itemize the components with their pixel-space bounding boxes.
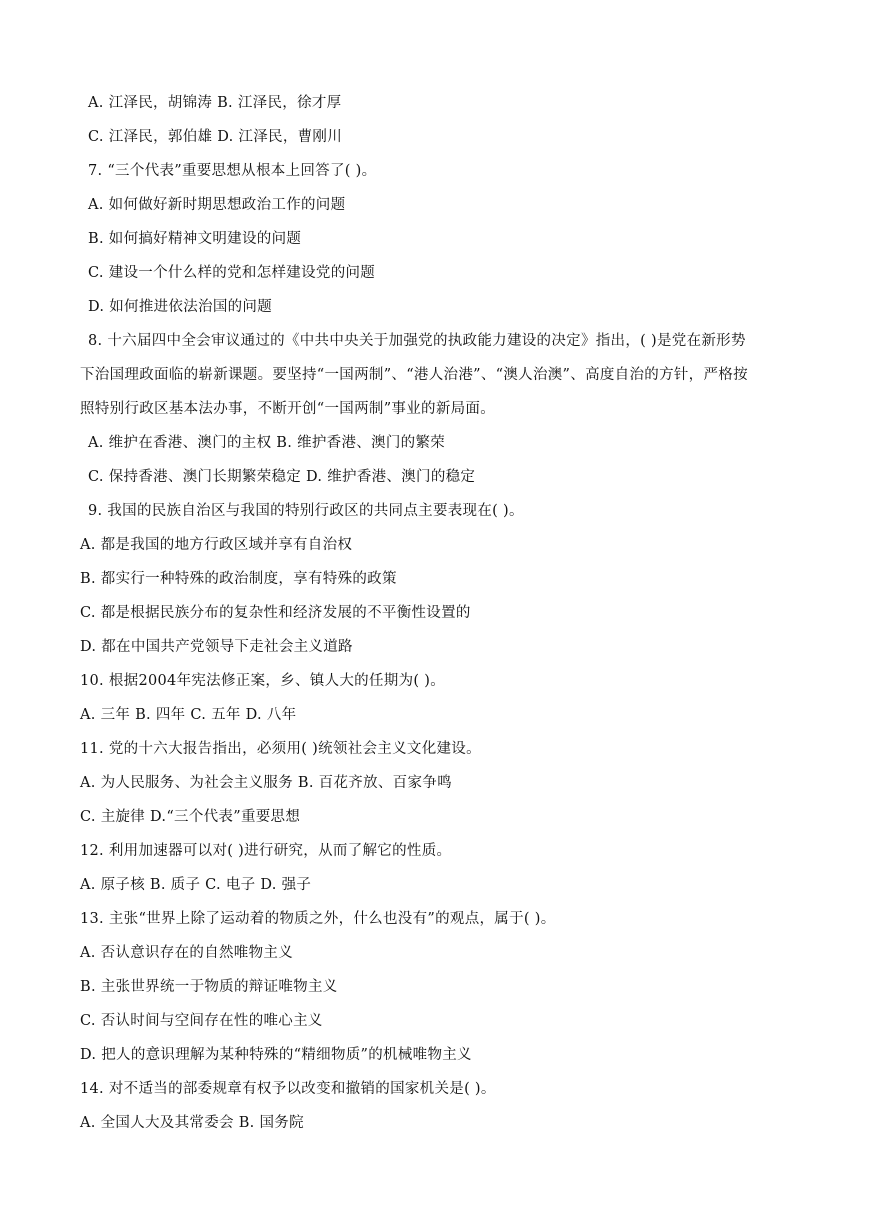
q8-options-ab: A. 维护在香港、澳门的主权 B. 维护香港、澳门的繁荣 (88, 435, 446, 451)
q13-stem: 13. 主张“世界上除了运动着的物质之外，什么也没有”的观点，属于( )。 (80, 911, 556, 927)
q8-stem-line-3: 照特别行政区基本法办事，不断开创“一国两制”事业的新局面。 (80, 401, 496, 417)
question-list (0, 86, 869, 1140)
q10-stem: 10. 根据2004年宪法修正案，乡、镇人大的任期为( )。 (80, 673, 445, 689)
q11-stem: 11. 党的十六大报告指出，必须用( )统领社会主义文化建设。 (80, 741, 481, 757)
q9-option-d: D. 都在中国共产党领导下走社会主义道路 (80, 639, 353, 655)
q14-stem: 14. 对不适当的部委规章有权予以改变和撤销的国家机关是( )。 (80, 1081, 496, 1097)
q11-options-cd: C. 主旋律 D.“三个代表”重要思想 (80, 809, 301, 825)
q11-options-ab: A. 为人民服务、为社会主义服务 B. 百花齐放、百家争鸣 (80, 775, 452, 791)
q13-option-c: C. 否认时间与空间存在性的唯心主义 (80, 1013, 323, 1029)
q12-stem: 12. 利用加速器可以对( )进行研究，从而了解它的性质。 (80, 843, 452, 859)
q7-option-d: D. 如何推进依法治国的问题 (88, 299, 273, 315)
q13-option-d: D. 把人的意识理解为某种特殊的“精细物质”的机械唯物主义 (80, 1047, 472, 1063)
q7-option-c: C. 建设一个什么样的党和怎样建设党的问题 (88, 265, 376, 281)
q14-options-ab: A. 全国人大及其常委会 B. 国务院 (80, 1115, 304, 1131)
q13-option-b: B. 主张世界统一于物质的辩证唯物主义 (80, 979, 338, 995)
q9-option-c: C. 都是根据民族分布的复杂性和经济发展的不平衡性设置的 (80, 605, 471, 621)
q10-options: A. 三年 B. 四年 C. 五年 D. 八年 (80, 707, 297, 723)
q7-option-b: B. 如何搞好精神文明建设的问题 (88, 231, 302, 247)
q8-options-cd: C. 保持香港、澳门长期繁荣稳定 D. 维护香港、澳门的稳定 (88, 469, 476, 485)
q9-option-a: A. 都是我国的地方行政区域并享有自治权 (80, 537, 353, 553)
q7-option-a: A. 如何做好新时期思想政治工作的问题 (88, 197, 346, 213)
q9-stem: 9. 我国的民族自治区与我国的特别行政区的共同点主要表现在( )。 (88, 503, 524, 519)
q9-option-b: B. 都实行一种特殊的政治制度，享有特殊的政策 (80, 571, 397, 587)
q12-options: A. 原子核 B. 质子 C. 电子 D. 强子 (80, 877, 312, 893)
q8-stem-line-2: 下治国理政面临的崭新课题。要坚持“一国两制”、“港人治港”、“澳人治澳”、高度自治的方针，严格按 (80, 367, 748, 383)
q7-stem: 7. “三个代表”重要思想从根本上回答了( )。 (88, 163, 377, 179)
q6-options-cd: C. 江泽民，郭伯雄 D. 江泽民，曹刚川 (88, 129, 343, 145)
q6-options-ab: A. 江泽民，胡锦涛 B. 江泽民，徐才厚 (88, 95, 342, 111)
q13-option-a: A. 否认意识存在的自然唯物主义 (80, 945, 293, 961)
q8-stem-line-1: 8. 十六届四中全会审议通过的《中共中央关于加强党的执政能力建设的决定》指出，( )是党在新形势 (88, 333, 746, 349)
